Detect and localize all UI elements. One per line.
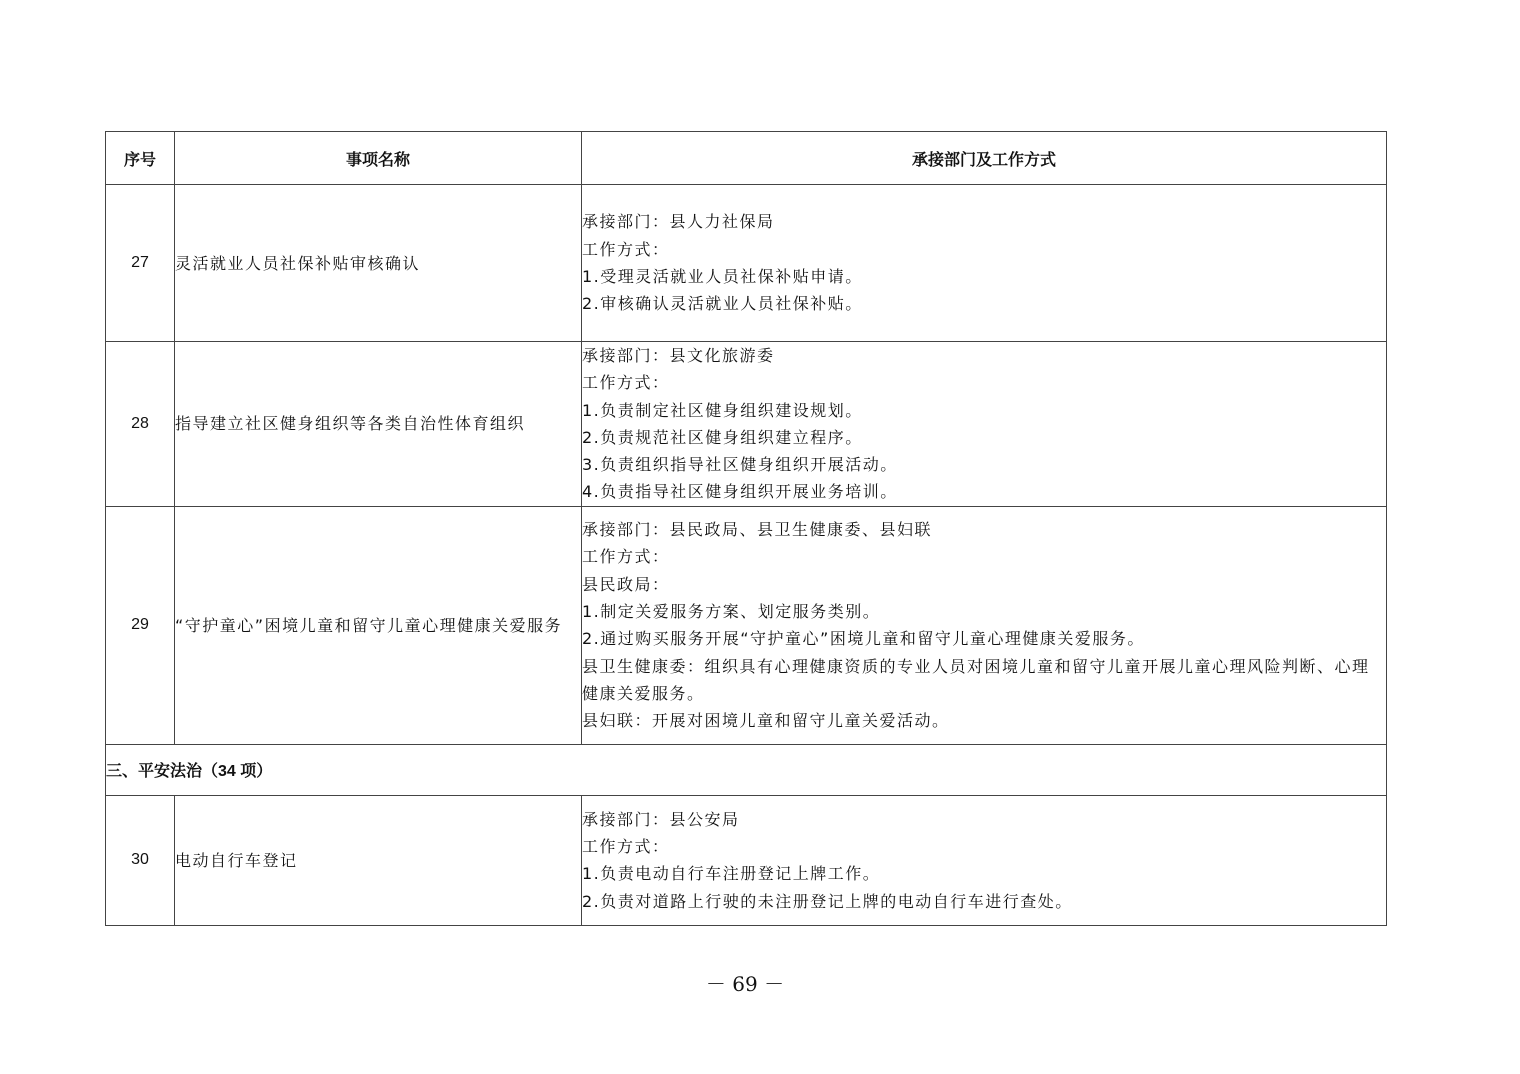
row-number: 29: [106, 506, 175, 744]
method-line: 工作方式：: [582, 836, 670, 856]
method-line: 工作方式：: [582, 239, 670, 259]
method-line: 1.受理灵活就业人员社保补贴申请。: [582, 267, 863, 286]
method-line: 承接部门：县公安局: [582, 809, 740, 829]
method-line: 县卫生健康委：组织具有心理健康资质的专业人员对困境儿童和留守儿童开展儿童心理风险判断、心理健康关爱服务。: [582, 656, 1370, 703]
method-line: 2.通过购买服务开展“守护童心”困境儿童和留守儿童心理健康关爱服务。: [582, 629, 1145, 649]
row-number: 30: [106, 795, 175, 925]
row-number: 28: [106, 342, 175, 507]
method-line: 1.负责制定社区健身组织建设规划。: [582, 400, 863, 420]
table-row: [106, 185, 1387, 342]
item-method: [582, 795, 1387, 925]
method-line: 承接部门：县文化旅游委: [582, 346, 775, 365]
method-line: 3.负责组织指导社区健身组织开展活动。: [582, 455, 898, 475]
item-name: 灵活就业人员社保补贴审核确认: [175, 185, 582, 342]
item-name: 指导建立社区健身组织等各类自治性体育组织: [175, 342, 582, 507]
method-line: 4.负责指导社区健身组织开展业务培训。: [582, 482, 898, 502]
item-method: [582, 506, 1387, 744]
method-line: 工作方式：: [582, 547, 670, 567]
method-line: 承接部门：县民政局、县卫生健康委、县妇联: [582, 520, 933, 540]
method-line: 2.负责规范社区健身组织建立程序。: [582, 427, 863, 447]
item-method: [582, 342, 1387, 507]
item-method: [582, 185, 1387, 342]
method-line: 2.审核确认灵活就业人员社保补贴。: [582, 294, 863, 314]
method-line: 县民政局：: [582, 574, 670, 594]
row-number: 27: [106, 185, 175, 342]
section-title: 三、平安法治（34 项）: [106, 744, 1387, 795]
item-name: “守护童心”困境儿童和留守儿童心理健康关爱服务: [175, 506, 582, 744]
header-row: [106, 132, 1387, 185]
table-row: [106, 795, 1387, 925]
method-line: 1.负责电动自行车注册登记上牌工作。: [582, 864, 881, 884]
table-row: [106, 506, 1387, 744]
method-line: 工作方式：: [582, 373, 670, 393]
table-row: [106, 342, 1387, 507]
method-line: 1.制定关爱服务方案、划定服务类别。: [582, 601, 881, 621]
page-number: － 69 －: [705, 972, 785, 996]
item-name: 电动自行车登记: [175, 795, 582, 925]
header-method: 承接部门及工作方式: [582, 132, 1387, 185]
header-name: 事项名称: [175, 132, 582, 185]
method-line: 2.负责对道路上行驶的未注册登记上牌的电动自行车进行查处。: [582, 891, 1073, 911]
items-table: [105, 131, 1387, 926]
method-line: 县妇联：开展对困境儿童和留守儿童关爱活动。: [582, 711, 950, 731]
section-row: [106, 744, 1387, 795]
header-no: 序号: [106, 132, 175, 185]
method-line: 承接部门：县人力社保局: [582, 212, 775, 232]
